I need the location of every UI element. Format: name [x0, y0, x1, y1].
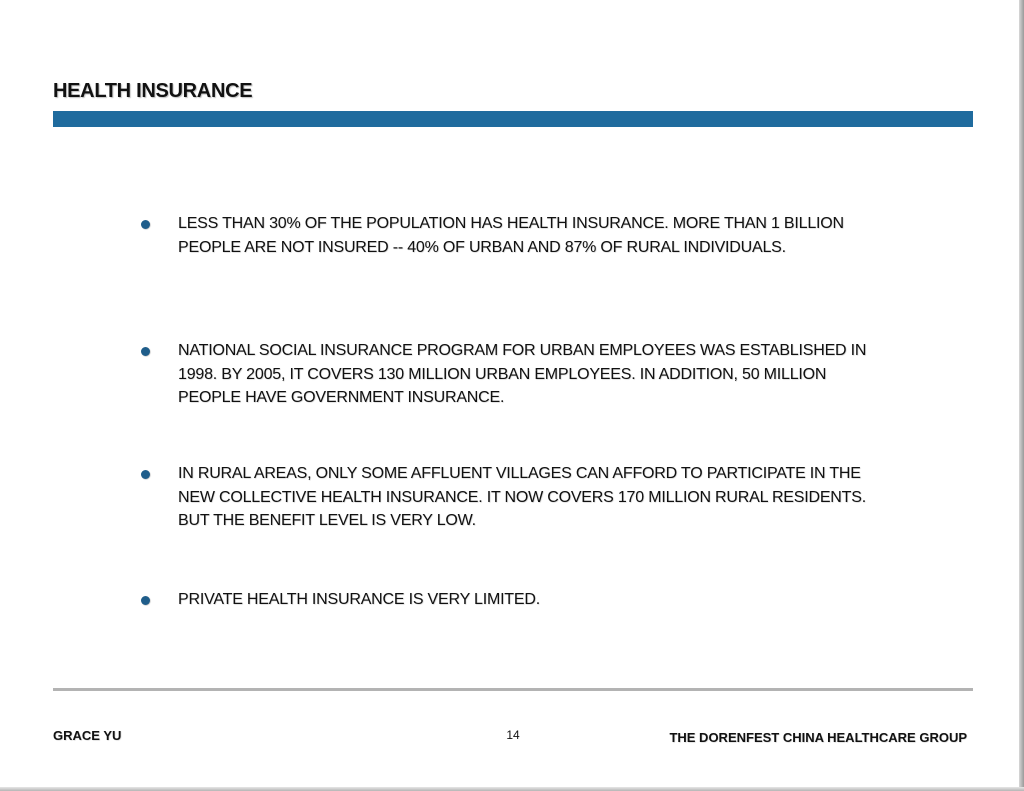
footer-organization: THE DORENFEST CHINA HEALTHCARE GROUP	[669, 730, 967, 745]
footer-author: GRACE YU	[53, 728, 122, 743]
bullet-text: PRIVATE HEALTH INSURANCE IS VERY LIMITED.	[178, 591, 540, 608]
bullet-item	[138, 462, 898, 533]
bullet-item	[138, 588, 898, 612]
page-bottom-shadow	[0, 787, 1024, 791]
title-accent-bar	[53, 111, 973, 127]
bullet-dot-icon	[141, 347, 150, 356]
bullet-dot-icon	[141, 596, 150, 605]
footer-divider	[53, 688, 973, 691]
bullet-dot-icon	[141, 470, 150, 479]
bullet-text: IN RURAL AREAS, ONLY SOME AFFLUENT VILLAGES CAN AFFORD TO PARTICIPATE IN THE NEW COLLECTIVE HEALTH INSURANCE. IT NOW COVERS 170 MILLION RURAL RESIDENTS. BUT THE BENEFIT LEVEL IS VERY LOW.	[178, 465, 866, 529]
page-edge-shadow	[1019, 0, 1024, 791]
bullet-text: LESS THAN 30% OF THE POPULATION HAS HEALTH INSURANCE. MORE THAN 1 BILLION PEOPLE ARE NOT INSURED -- 40% OF URBAN AND 87% OF RURAL INDIVIDUALS.	[178, 215, 844, 256]
page-number: 14	[506, 728, 520, 742]
bullet-dot-icon	[141, 220, 150, 229]
bullet-item	[138, 339, 898, 410]
slide-title: HEALTH INSURANCE	[53, 80, 253, 102]
bullet-text: NATIONAL SOCIAL INSURANCE PROGRAM FOR URBAN EMPLOYEES WAS ESTABLISHED IN 1998. BY 2005, IT COVERS 130 MILLION URBAN EMPLOYEES. IN ADDITION, 50 MILLION PEOPLE HAVE GOVERNMENT INSURANCE.	[178, 342, 867, 406]
bullet-item	[138, 212, 898, 259]
